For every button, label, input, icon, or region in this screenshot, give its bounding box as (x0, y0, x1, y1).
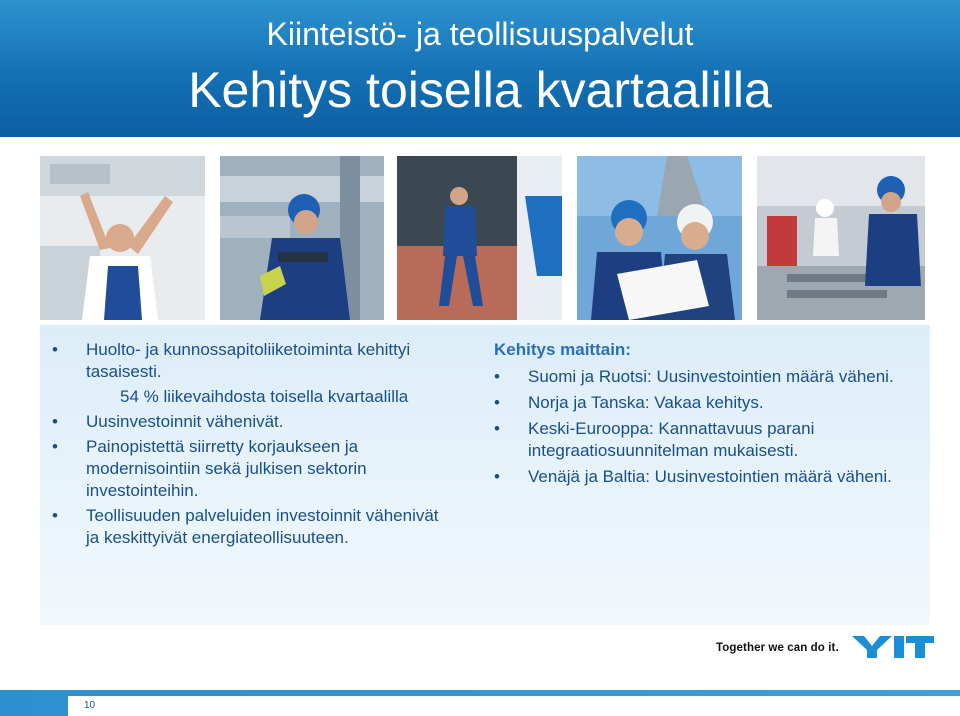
footer-box (68, 696, 960, 716)
bullet-focus-shift: • Painopistettä siirretty korjaukseen ja modernisointiin sekä julkisen sektorin investointeihin. (52, 436, 452, 502)
title-banner (0, 0, 960, 137)
bullet-new-investments: • Uusinvestoinnit vähenivät. (52, 411, 452, 433)
page-number: 10 (84, 700, 96, 711)
yit-logo (852, 634, 934, 660)
bullet-maintenance: • Huolto- ja kunnossapitoliiketoiminta kehittyi tasaisesti. (52, 339, 452, 383)
brand-tagline: Together we can do it. (716, 642, 839, 654)
photo-factory-worker (757, 156, 925, 320)
right-bullet-column (494, 339, 924, 492)
photo-engineers-plans (577, 156, 742, 320)
photo-site-worker (397, 156, 562, 320)
slide-subtitle: Kiinteistö- ja teollisuuspalvelut (266, 16, 694, 52)
photo-ceiling-technician (40, 156, 205, 320)
bullet-russia-baltics: • Venäjä ja Baltia: Uusinvestointien määrä väheni. (494, 466, 924, 488)
photo-pipe-worker (220, 156, 384, 320)
bullet-norway-denmark: • Norja ja Tanska: Vakaa kehitys. (494, 392, 924, 414)
country-development-heading: Kehitys maittain: (494, 340, 631, 359)
left-bullet-column (52, 339, 452, 552)
bullet-industrial-services: • Teollisuuden palveluiden investoinnit vähenivät ja keskittyivät energiateollisuuteen. (52, 505, 452, 549)
slide-title: Kehitys toisella kvartaalilla (188, 62, 772, 118)
bullet-finland-sweden: • Suomi ja Ruotsi: Uusinvestointien määrä väheni. (494, 366, 924, 388)
bullet-central-europe: • Keski-Eurooppa: Kannattavuus parani integraatiosuunnitelman mukaisesti. (494, 418, 924, 462)
sub-bullet-revenue-share: 54 % liikevaihdosta toisella kvartaalilla (120, 387, 409, 406)
